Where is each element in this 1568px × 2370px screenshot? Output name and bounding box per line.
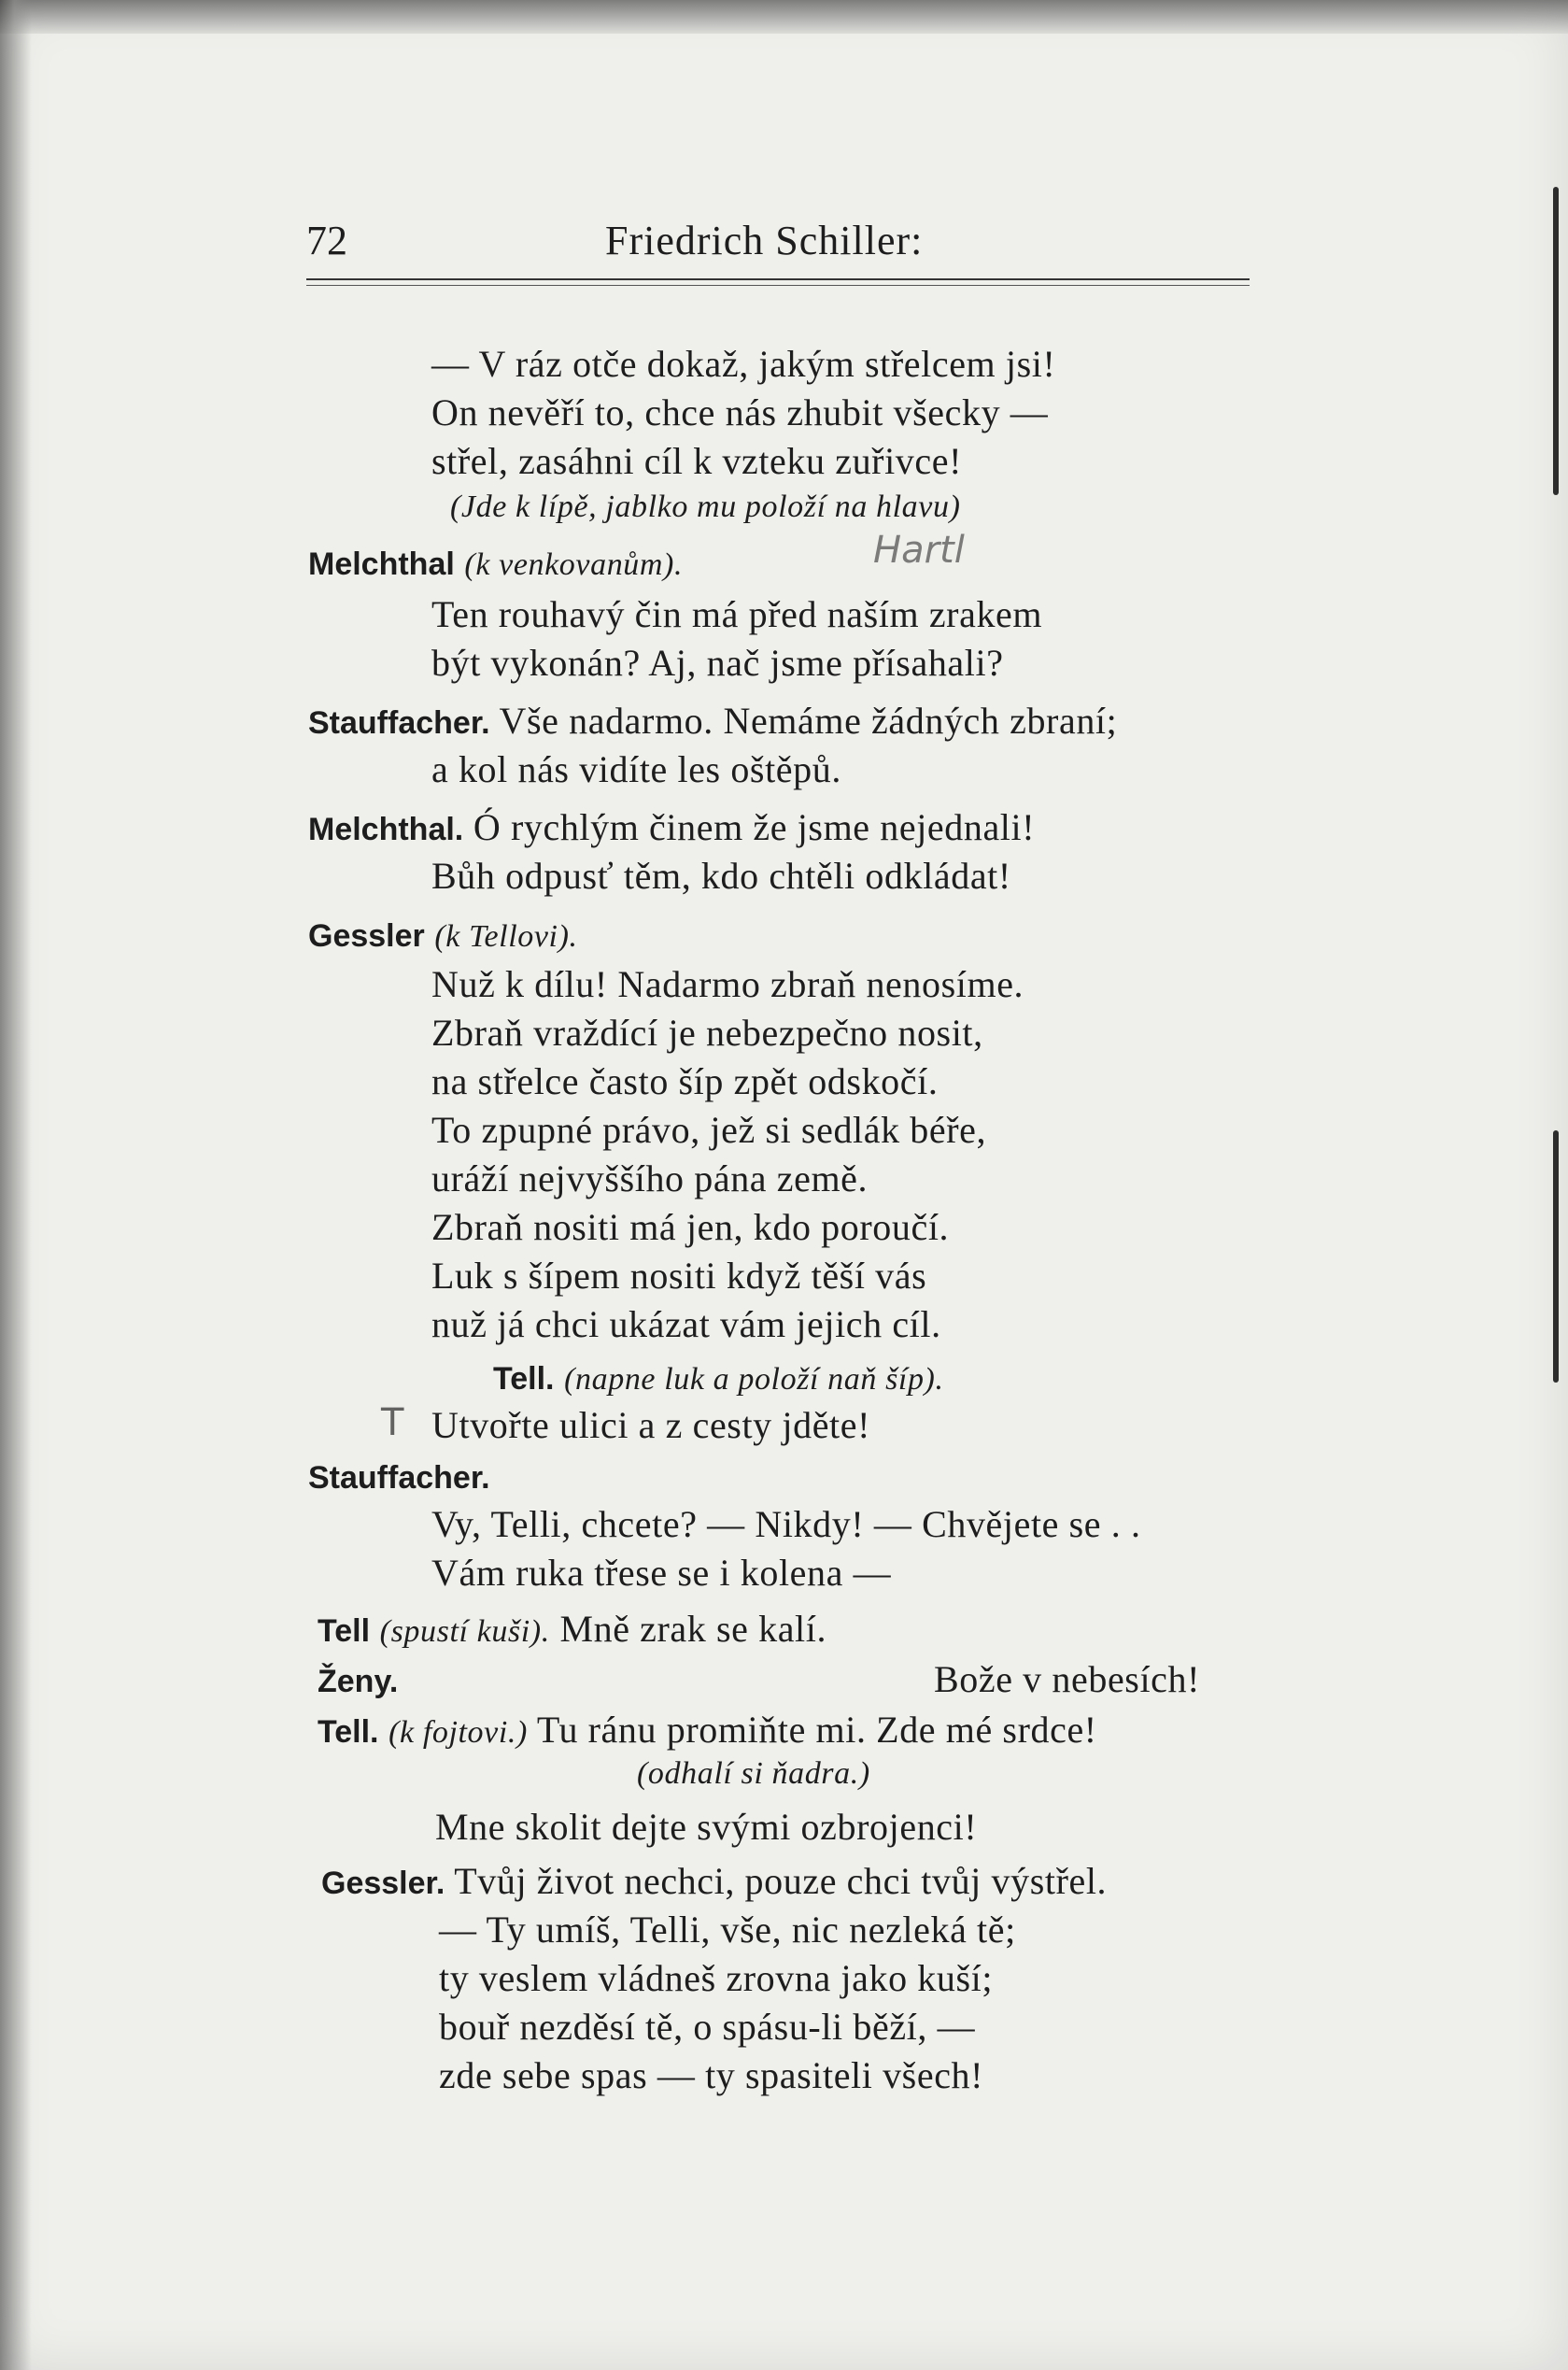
verse-line: střel, zasáhni cíl k vzteku zuřivce! — [431, 440, 963, 482]
speaker-name: Ženy. — [318, 1664, 399, 1699]
verse-line: Bože v nebesích! — [934, 1658, 1201, 1700]
verse-line: Ten rouhavý čin má před naším zrakem — [431, 593, 1043, 635]
verse-line: Bůh odpusť těm, kdo chtěli odkládat! — [431, 855, 1011, 897]
verse-line: Zbraň vraždící je nebezpečno nosit, — [431, 1012, 983, 1054]
speaker-line — [493, 1355, 944, 1398]
verse-line: Vy, Telli, chcete? — Nikdy! — Chvějete se . . — [431, 1503, 1141, 1545]
verse-line: Zbraň nositi má jen, kdo poroučí. — [431, 1206, 950, 1248]
verse-line: nuž já chci ukázat vám jejich cíl. — [431, 1303, 941, 1345]
header-rule — [306, 278, 1250, 280]
speaker-name: Melchthal — [308, 546, 455, 582]
speaker-name: Tell. — [493, 1361, 555, 1397]
running-head: Friedrich Schiller: — [605, 218, 924, 263]
verse-line: — V ráz otče dokaž, jakým střelcem jsi! — [431, 343, 1056, 385]
verse-line: Utvořte ulici a z cesty jděte! — [431, 1404, 871, 1446]
speaker-line — [308, 1454, 490, 1497]
speaker-name: Stauffacher. — [308, 705, 490, 741]
speaker-name: Stauffacher. — [308, 1460, 490, 1496]
verse-line: být vykonán? Aj, nač jsme přísahali? — [431, 642, 1004, 684]
page-header — [306, 217, 1250, 273]
speaker-name: Gessler. — [321, 1866, 445, 1901]
speaker-line: Gessler. Tvůj život nechci, pouze chci tvůj výstřel. — [321, 1860, 1108, 1902]
verse-line: Vám ruka třese se i kolena — — [431, 1552, 892, 1594]
verse-line: — Ty umíš, Telli, vše, nic nezleká tě; — [439, 1909, 1016, 1951]
stage-direction: (k Tellovi). — [434, 919, 578, 954]
speaker-line — [308, 912, 578, 956]
scan-shadow-top — [0, 0, 1568, 34]
verse-line: Nuž k dílu! Nadarmo zbraň nenosíme. — [431, 963, 1024, 1005]
verse-line: Mne skolit dejte svými ozbrojenci! — [435, 1806, 978, 1848]
stage-direction: (k fojtovi.) — [388, 1715, 528, 1750]
speaker-name: Melchthal. — [308, 812, 464, 847]
verse-line: uráží nejvyššího pána země. — [431, 1157, 869, 1199]
speaker-line: Stauffacher. Vše nadarmo. Nemáme žádných zbraní; — [308, 700, 1118, 742]
speaker-name: Tell. — [318, 1714, 379, 1750]
stage-direction: (odhalí si ňadra.) — [637, 1756, 870, 1791]
stage-direction: (spustí kuši). — [379, 1614, 550, 1649]
speaker-name: Tell — [318, 1613, 371, 1649]
margin-mark: T — [381, 1401, 404, 1444]
speaker-line — [308, 540, 683, 584]
stage-direction: (Jde k lípě, jablko mu položí na hlavu) — [450, 490, 961, 524]
speaker-line — [318, 1657, 398, 1701]
verse-line: na střelce často šíp zpět odskočí. — [431, 1060, 939, 1102]
verse-line: Luk s šípem nositi když těší vás — [431, 1255, 927, 1297]
speaker-name: Gessler — [308, 918, 425, 954]
speaker-line: Tell (spustí kuši). Mně zrak se kalí. — [318, 1608, 827, 1650]
scan-shadow-left — [0, 0, 32, 2370]
verse-line: ty veslem vládneš zrovna jako kuší; — [439, 1957, 994, 1999]
speaker-line: Tell. (k fojtovi.) Tu ránu promiňte mi. Zde mé srdce! — [318, 1709, 1097, 1751]
header-rule — [306, 285, 1250, 286]
verse-line: a kol nás vidíte les oštěpů. — [431, 748, 841, 790]
page-number: 72 — [306, 218, 347, 263]
verse-line: zde sebe spas — ty spasiteli všech! — [439, 2054, 984, 2096]
stage-direction: (k venkovanům). — [464, 547, 684, 582]
scan-edge-mark — [1553, 1130, 1559, 1383]
verse-line: bouř nezděsí tě, o spásu-li běží, — — [439, 2006, 976, 2048]
verse-line: To zpupné právo, jež si sedlák béře, — [431, 1109, 987, 1151]
stage-direction: (napne luk a položí naň šíp). — [564, 1362, 944, 1397]
speaker-line: Melchthal. Ó rychlým činem že jsme nejednali! — [308, 806, 1036, 848]
verse-line: On nevěří to, chce nás zhubit všecky — — [431, 391, 1049, 433]
scan-edge-mark — [1553, 187, 1559, 495]
handwritten-note: Hartl — [873, 529, 965, 572]
